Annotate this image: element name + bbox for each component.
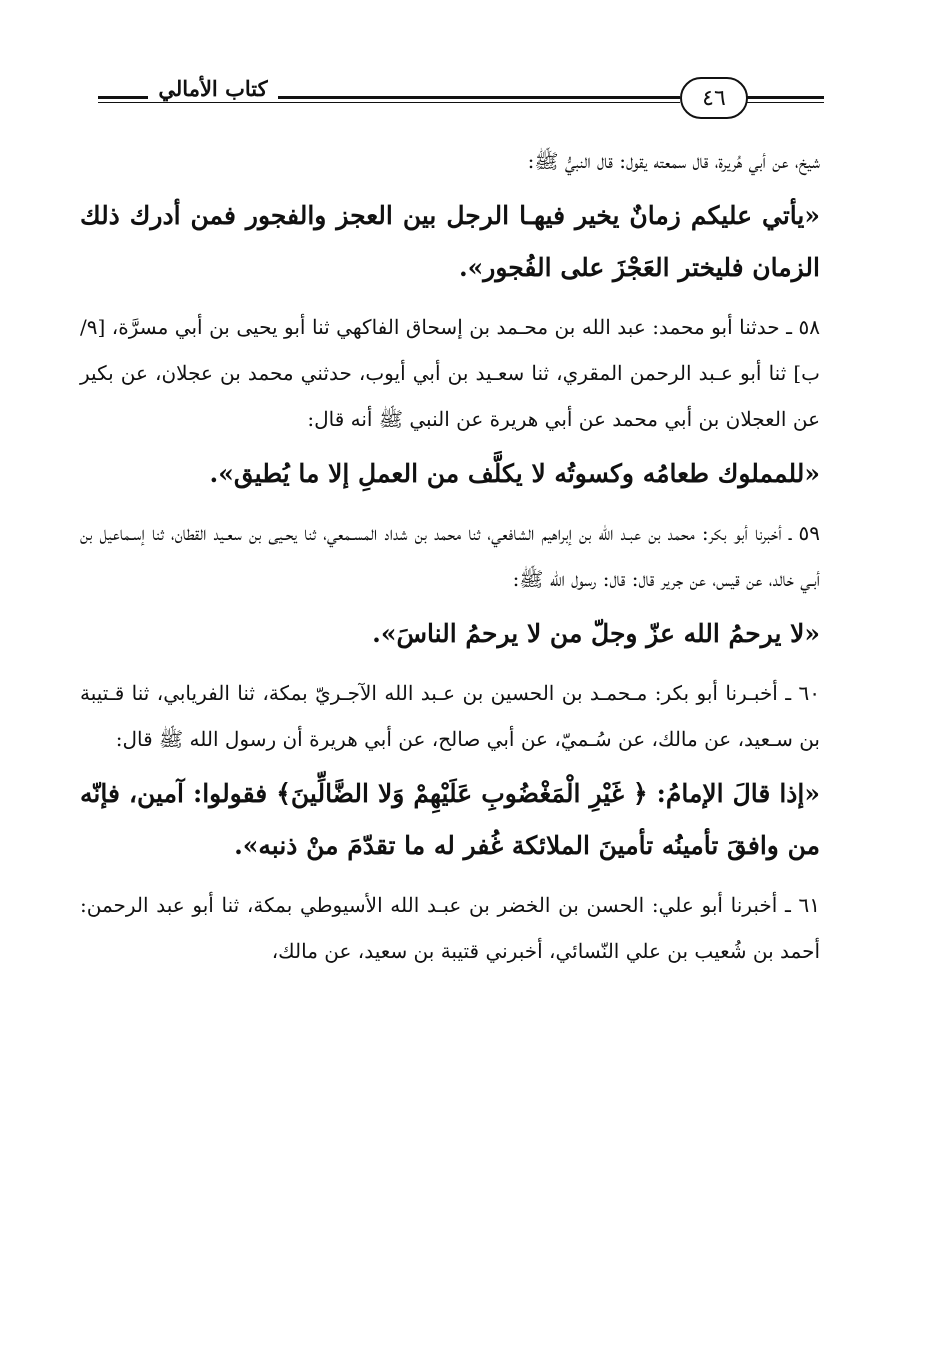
header-rule-right <box>744 96 824 103</box>
text-paragraph: ٦٠ ـ أخبـرنا أبو بكر: مـحمـد بن الحسين بن عـبد الله الآجـريّ بمكة، ثنا الفريابي، ثنا قـتيبة بن سـعيد، عن مالك، عن سُـميّ، عن أبي صالح، عن أبي هريرة أن رسول الله ﷺ قال: <box>80 681 820 751</box>
header-rule-middle <box>280 96 680 103</box>
text-paragraph: شيخ، عن أبي هُريرة، قال سمعته يقول: قال النبيُّ ﷺ: <box>527 149 820 173</box>
book-title: كتاب الأمالي <box>148 76 278 101</box>
hadith-text: «يأتي عليكم زمانٌ يخير فيهـا الرجل بين العجز والفجور فمن أدرك ذلك الزمان فليختر العَجْزَ على الفُجور». <box>80 201 820 282</box>
text-paragraph: ٥٨ ـ حدثنا أبو محمد: عبد الله بن محـمد بن إسحاق الفاكهي ثنا أبو يحيى بن أبي مسرَّة، [٩/ب] ثنا أبو عـبد الرحمن المقري، ثنا سعـيد بن أبي أيوب، حدثني محمد بن عجلان، عن بكير عن العجلان بن أبي محمد عن أبي هريرة عن النبي ﷺ أنه قال: <box>80 315 820 431</box>
text-paragraph: ٦١ ـ أخبرنا أبو علي: الحسن بن الخضر بن عبـد الله الأسيوطي بمكة، ثنا أبو عبد الرحمن: أحمد بن شُعيب بن علي النّسائي، أخبرني قتيبة بن سعيد، عن مالك، <box>80 893 820 963</box>
hadith-text: «للمملوك طعامُه وكسوتُه لا يكلَّف من العملِ إلا ما يُطيق». <box>209 459 820 488</box>
text-paragraph: ٥٩ ـ أخبرنا أبو بكر: محمد بن عبـد الله بن إبراهيم الشافعي، ثنا محمد بن شداد المسـمعي، ثنا يحـيى بن سعـيد القطان، ثنا إسـماعيل بن أبـي خالد، عن قيس، عن جرير قال: قال: رسول الله ﷺ: <box>80 521 820 591</box>
page-body <box>80 138 820 974</box>
page-number: ٤٦ <box>680 77 748 119</box>
hadith-text: «لا يرحمُ الله عزّ وجلّ من لا يرحمُ الناسَ». <box>372 619 820 648</box>
hadith-text: «إذا قالَ الإمامُ: ﴿ غَيْرِ الْمَغْضُوبِ عَلَيْهِمْ وَلا الضَّالِّينَ﴾ فقولوا: آمين، فإنّه من وافقَ تأمينُه تأمينَ الملائكة غُفر له ما تقدّمَ منْ ذنبه». <box>80 779 820 860</box>
